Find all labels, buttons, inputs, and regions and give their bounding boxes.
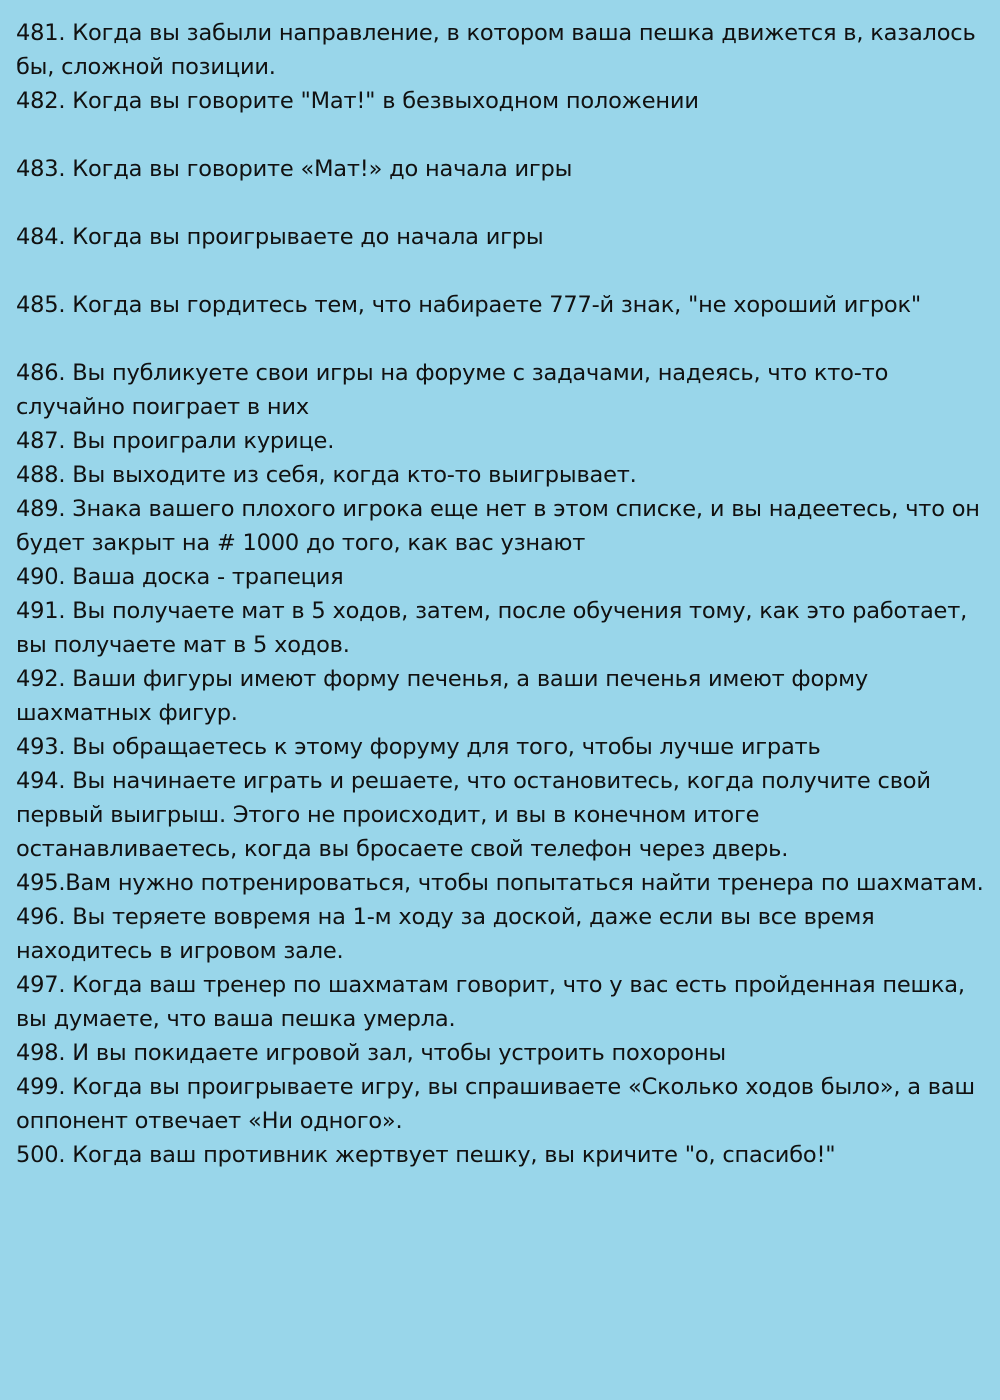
list-item: 499. Когда вы проигрываете игру, вы спрашиваете «Сколько ходов было», а ваш оппонент отвечает «Ни одного». [16,1074,975,1134]
list-item: 483. Когда вы говорите «Мат!» до начала игры [16,156,573,182]
joke-list [16,16,984,1172]
list-item: 492. Ваши фигуры имеют форму печенья, а ваши печенья имеют форму шахматных фигур. [16,666,869,726]
list-item: 489. Знака вашего плохого игрока еще нет в этом списке, и вы надеетесь, что он будет закрыт на # 1000 до того, как вас узнают [16,496,980,556]
list-item: 486. Вы публикуете свои игры на форуме с задачами, надеясь, что кто-то случайно поиграет в них [16,360,889,420]
list-item: 500. Когда ваш противник жертвует пешку, вы кричите "о, спасибо!" [16,1142,836,1168]
list-item: 485. Когда вы гордитесь тем, что набираете 777-й знак, "не хороший игрок" [16,292,922,318]
list-item: 495.Вам нужно потренироваться, чтобы попытаться найти тренера по шахматам. [16,870,984,896]
list-item: 487. Вы проиграли курице. [16,428,335,454]
list-item: 496. Вы теряете вовремя на 1-м ходу за доской, даже если вы все время находитесь в игровом зале. [16,904,875,964]
list-item: 497. Когда ваш тренер по шахматам говорит, что у вас есть пройденная пешка, вы думаете, что ваша пешка умерла. [16,972,965,1032]
list-item: 481. Когда вы забыли направление, в котором ваша пешка движется в, казалось бы, сложной позиции. [16,20,976,80]
list-item: 498. И вы покидаете игровой зал, чтобы устроить похороны [16,1040,726,1066]
list-item: 491. Вы получаете мат в 5 ходов, затем, после обучения тому, как это работает, вы получаете мат в 5 ходов. [16,598,968,658]
list-item: 494. Вы начинаете играть и решаете, что остановитесь, когда получите свой первый выигрыш. Этого не происходит, и вы в конечном итоге останавливаетесь, когда вы бросаете свой телефон через дверь. [16,768,931,862]
list-item: 493. Вы обращаетесь к этому форуму для того, чтобы лучше играть [16,734,821,760]
list-item: 488. Вы выходите из себя, когда кто-то выигрывает. [16,462,637,488]
list-item: 484. Когда вы проигрываете до начала игры [16,224,544,250]
list-item: 490. Ваша доска - трапеция [16,564,344,590]
list-item: 482. Когда вы говорите "Мат!" в безвыходном положении [16,88,699,114]
